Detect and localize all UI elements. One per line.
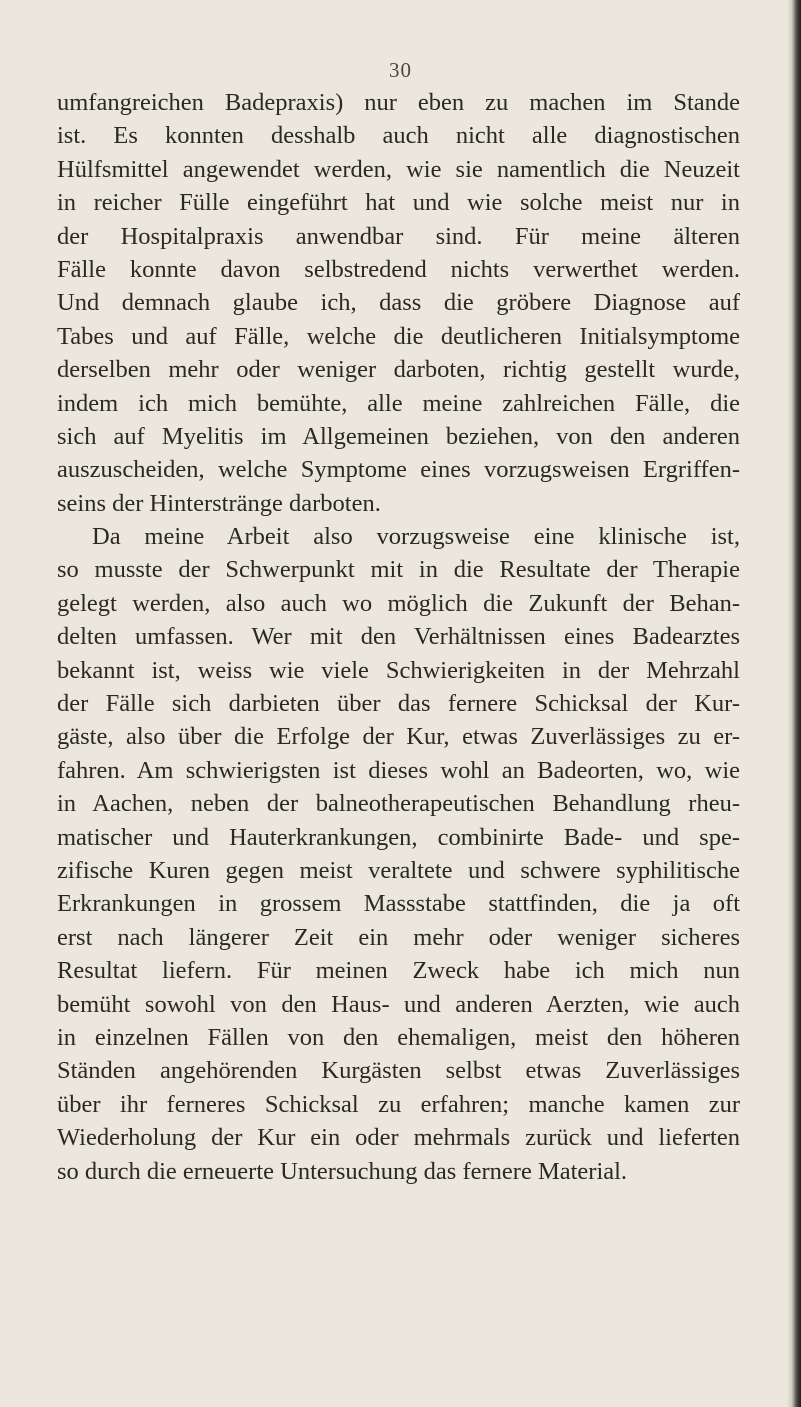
text-line: erst nach längerer Zeit ein mehr oder weniger sicheres [57, 923, 740, 951]
text-line: über ihr ferneres Schicksal zu erfahren; manche kamen zur [57, 1090, 740, 1118]
text-line: ist. Es konnten desshalb auch nicht alle diagnostischen [57, 122, 740, 150]
text-line: bekannt ist, weiss wie viele Schwierigkeiten in der Mehrzahl [57, 656, 740, 684]
text-line: Und demnach glaube ich, dass die gröbere Diagnose auf [57, 289, 740, 317]
paragraph-start-line: Da meine Arbeit also vorzugsweise eine klinische ist, [92, 523, 740, 551]
body-text [57, 86, 740, 1188]
text-line: seins der Hinterstränge darboten. [57, 489, 381, 517]
text-line: in Aachen, neben der balneotherapeutischen Behandlung rheu- [57, 790, 740, 818]
page-number: 30 [389, 58, 412, 82]
text-line: Hülfsmittel angewendet werden, wie sie namentlich die Neuzeit [57, 155, 740, 183]
text-line: der Hospitalpraxis anwendbar sind. Für meine älteren [57, 222, 740, 250]
text-line: Wiederholung der Kur ein oder mehrmals zurück und lieferten [57, 1124, 740, 1152]
text-line: sich auf Myelitis im Allgemeinen beziehen, von den anderen [57, 422, 740, 450]
text-line: fahren. Am schwierigsten ist dieses wohl an Badeorten, wo, wie [57, 756, 740, 784]
text-line: derselben mehr oder weniger darboten, richtig gestellt wurde, [57, 356, 740, 384]
text-line: zifische Kuren gegen meist veraltete und schwere syphilitische [57, 856, 740, 884]
text-line: so durch die erneuerte Untersuchung das fernere Material. [57, 1157, 628, 1185]
text-line: bemüht sowohl von den Haus- und anderen Aerzten, wie auch [57, 990, 740, 1018]
text-line: gelegt werden, also auch wo möglich die Zukunft der Behan- [57, 589, 740, 617]
scan-edge-shadow [787, 0, 801, 1407]
text-line: Tabes und auf Fälle, welche die deutlicheren Initialsymptome [57, 322, 740, 350]
text-line: so musste der Schwerpunkt mit in die Resultate der Therapie [57, 556, 740, 584]
text-line: gäste, also über die Erfolge der Kur, etwas Zuverlässiges zu er- [57, 723, 740, 751]
text-line: umfangreichen Badepraxis) nur eben zu machen im Stande [57, 89, 740, 116]
text-line: indem ich mich bemühte, alle meine zahlreichen Fälle, die [57, 389, 740, 417]
text-line: matischer und Hauterkrankungen, combinirte Bade- und spe- [57, 823, 740, 851]
text-line: auszuscheiden, welche Symptome eines vorzugsweisen Ergriffen- [57, 456, 740, 484]
text-line: Resultat liefern. Für meinen Zweck habe ich mich nun [57, 957, 740, 985]
text-line: Fälle konnte davon selbstredend nichts verwerthet werden. [57, 255, 740, 283]
text-line: Erkrankungen in grossem Massstabe stattfinden, die ja oft [57, 890, 740, 918]
text-line: Ständen angehörenden Kurgästen selbst etwas Zuverlässiges [57, 1057, 740, 1085]
text-line: der Fälle sich darbieten über das fernere Schicksal der Kur- [57, 690, 740, 718]
text-line: delten umfassen. Wer mit den Verhältnissen eines Badearztes [57, 623, 740, 651]
text-line: in reicher Fülle eingeführt hat und wie solche meist nur in [57, 189, 740, 217]
text-line: in einzelnen Fällen von den ehemaligen, meist den höheren [57, 1023, 740, 1051]
